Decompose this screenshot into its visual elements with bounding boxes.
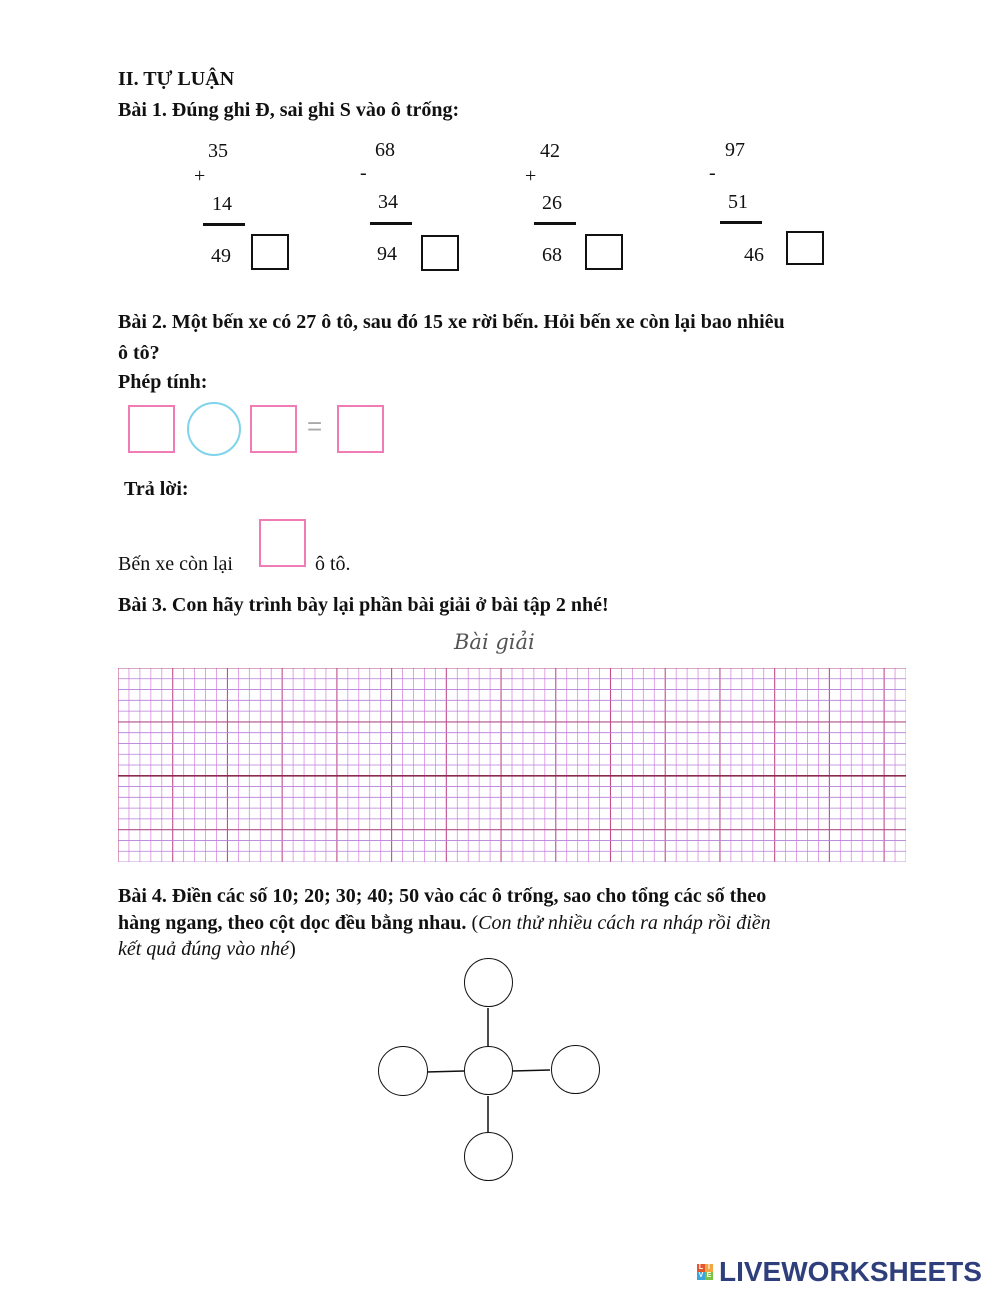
paren-close: ) [289,938,296,960]
answer-box[interactable] [251,234,289,270]
phep-tinh-label: Phép tính: [118,371,208,393]
bai4-title-line1: Bài 4. Điền các số 10; 20; 30; 40; 50 vào các ô trống, sao cho tổng các số theo [118,885,767,907]
circle-top[interactable] [464,958,513,1007]
sum-line [370,222,412,225]
answer-input[interactable] [259,519,306,567]
answer-box[interactable] [421,235,459,271]
bai4-italic-line3: kết quả đúng vào nhé [118,938,290,960]
operand-top: 42 [540,140,560,162]
operand-top: 97 [725,139,745,161]
operand-input-2[interactable] [250,405,297,453]
circle-left[interactable] [378,1046,428,1096]
paren-open: ( [466,912,479,934]
operand-bottom: 14 [212,193,232,215]
operand-top: 35 [208,140,228,162]
logo-mark-icon [697,1264,715,1280]
equals-sign: = [307,411,323,441]
bai4-title-line3 [118,936,296,962]
connector-right [512,1070,550,1071]
answer-box[interactable] [585,234,623,270]
logo-letter: L [698,1264,704,1271]
circle-center[interactable] [464,1046,513,1095]
circle-right[interactable] [551,1045,600,1094]
logo-letter: V [698,1272,704,1279]
bai2-title-line2: ô tô? [118,342,160,364]
connector-left [426,1071,464,1072]
bai2-title-line1: Bài 2. Một bến xe có 27 ô tô, sau đó 15 xe rời bến. Hỏi bến xe còn lại bao nhiêu [118,311,785,333]
result-value: 94 [377,243,397,265]
sum-line [720,221,762,224]
operator-sign: - [709,162,716,184]
operator-input[interactable] [187,402,241,456]
bai4-bold-text: hàng ngang, theo cột dọc đều bằng nhau. [118,912,467,934]
bai4-italic-line2: Con thử nhiều cách ra nháp rồi điền [478,912,771,934]
result-value: 49 [211,245,231,267]
section-title: II. TỰ LUẬN [118,68,235,90]
sum-line [203,223,245,226]
handwriting-grid[interactable] [118,668,906,862]
answer-suffix: ô tô. [315,553,351,575]
sum-line [534,222,576,225]
operand-bottom: 26 [542,192,562,214]
operator-sign: - [360,162,367,184]
bai1-title: Bài 1. Đúng ghi Đ, sai ghi S vào ô trống: [118,99,460,121]
operator-sign: + [525,165,537,187]
operand-input-1[interactable] [128,405,175,453]
result-value: 46 [744,244,764,266]
operand-top: 68 [375,139,395,161]
operand-bottom: 34 [378,191,398,213]
bai3-title: Bài 3. Con hãy trình bày lại phần bài giải ở bài tập 2 nhé! [118,594,609,616]
liveworksheets-logo [697,1256,982,1288]
tra-loi-label: Trả lời: [124,478,189,500]
logo-text: LIVEWORKSHEETS [719,1256,982,1287]
bai-giai-heading: Bài giải [454,630,535,654]
operator-sign: + [194,165,206,187]
answer-box[interactable] [786,231,824,265]
bai4-title-line2 [118,910,771,936]
result-value: 68 [542,244,562,266]
circle-bottom[interactable] [464,1132,513,1181]
operand-bottom: 51 [728,191,748,213]
answer-prefix: Bến xe còn lại [118,553,233,575]
result-input[interactable] [337,405,384,453]
logo-letter: I [705,1264,713,1272]
logo-letter: E [706,1272,712,1279]
